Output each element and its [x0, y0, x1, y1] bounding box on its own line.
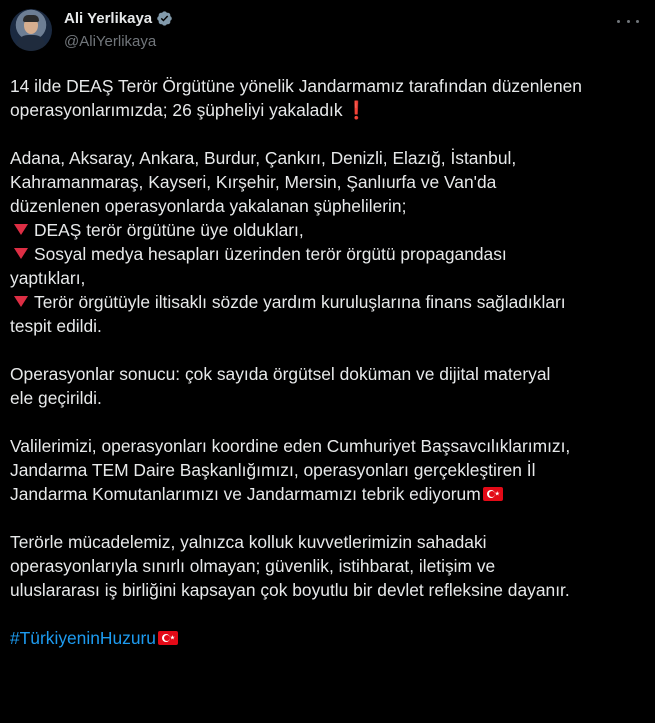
more-dot: [617, 20, 620, 23]
text-line: Jandarma TEM Daire Başkanlığımızı, operasyonları gerçekleştiren İl: [10, 460, 536, 480]
tweet-paragraph-congrats: [10, 434, 650, 506]
text-fragment: operasyonlarımızda; 26 şüpheliyi yakaladık: [10, 100, 343, 120]
turkey-flag-emoji: [158, 631, 178, 645]
bullet-text: Sosyal medya hesapları üzerinden terör örgütü propagandası: [34, 244, 507, 264]
red-triangle-down-emoji: [14, 224, 28, 235]
tweet-paragraph-intro: [10, 74, 650, 122]
author-handle[interactable]: @AliYerlikaya: [64, 33, 157, 50]
text-line: operasyonlarıyla sınırlı olmayan; güvenlik, istihbarat, iletişim ve: [10, 556, 496, 576]
text-line: yaptıkları,: [10, 268, 86, 288]
red-triangle-down-emoji: [14, 296, 28, 307]
text-line: ele geçirildi.: [10, 388, 102, 408]
tweet-text: [10, 74, 650, 650]
red-triangle-down-emoji: [14, 248, 28, 259]
tweet-paragraph-hashtag: [10, 626, 650, 650]
bullet-line: [10, 290, 650, 314]
more-horizontal-icon[interactable]: [617, 12, 639, 30]
text-fragment: Jandarma Komutanlarımızı ve Jandarmamızı tebrik ediyorum: [10, 484, 481, 504]
author-display-name[interactable]: Ali Yerlikaya: [64, 10, 153, 27]
text-line: tespit edildi.: [10, 316, 102, 336]
text-line: Operasyonlar sonucu: çok sayıda örgütsel doküman ve dijital materyal: [10, 364, 551, 384]
avatar-suit: [16, 35, 46, 51]
red-exclamation-emoji: ❗: [345, 100, 368, 120]
text-line: düzenlenen operasyonlarda yakalanan şüphelilerin;: [10, 196, 407, 216]
text-line: [10, 98, 650, 122]
text-line: Kahramanmaraş, Kayseri, Kırşehir, Mersin, Şanlıurfa ve Van'da: [10, 172, 497, 192]
hashtag-link[interactable]: #TürkiyeninHuzuru: [10, 628, 156, 648]
text-line: [10, 482, 650, 506]
text-line: Valilerimizi, operasyonları koordine eden Cumhuriyet Başsavcılıklarımızı,: [10, 436, 571, 456]
verified-badge-icon: [156, 10, 173, 27]
turkey-flag-emoji: [483, 487, 503, 501]
bullet-text: Terör örgütüyle iltisaklı sözde yardım kuruluşlarına finans sağladıkları: [34, 292, 566, 312]
tweet-paragraph-provinces: [10, 146, 650, 338]
text-line: Terörle mücadelemiz, yalnızca kolluk kuvvetlerimizin sahadaki: [10, 532, 487, 552]
flag-star: [495, 491, 500, 496]
bullet-line: [10, 218, 650, 242]
more-dot: [627, 20, 630, 23]
bullet-text: DEAŞ terör örgütüne üye oldukları,: [34, 220, 304, 240]
text-line: uluslararası iş birliğini kapsayan çok boyutlu bir devlet refleksine dayanır.: [10, 580, 570, 600]
more-dot: [636, 20, 639, 23]
tweet-paragraph-results: [10, 362, 650, 410]
flag-star: [170, 635, 175, 640]
tweet-header: [0, 0, 655, 60]
text-line: [10, 626, 650, 650]
tweet-paragraph-fight: [10, 530, 650, 602]
avatar[interactable]: [10, 9, 52, 51]
text-line: Adana, Aksaray, Ankara, Burdur, Çankırı, Denizli, Elazığ, İstanbul,: [10, 148, 517, 168]
avatar-hair: [23, 15, 39, 22]
text-line: 14 ilde DEAŞ Terör Örgütüne yönelik Jandarmamız tarafından düzenlenen: [10, 76, 582, 96]
bullet-line: [10, 242, 650, 266]
author-name-row: [64, 10, 173, 27]
